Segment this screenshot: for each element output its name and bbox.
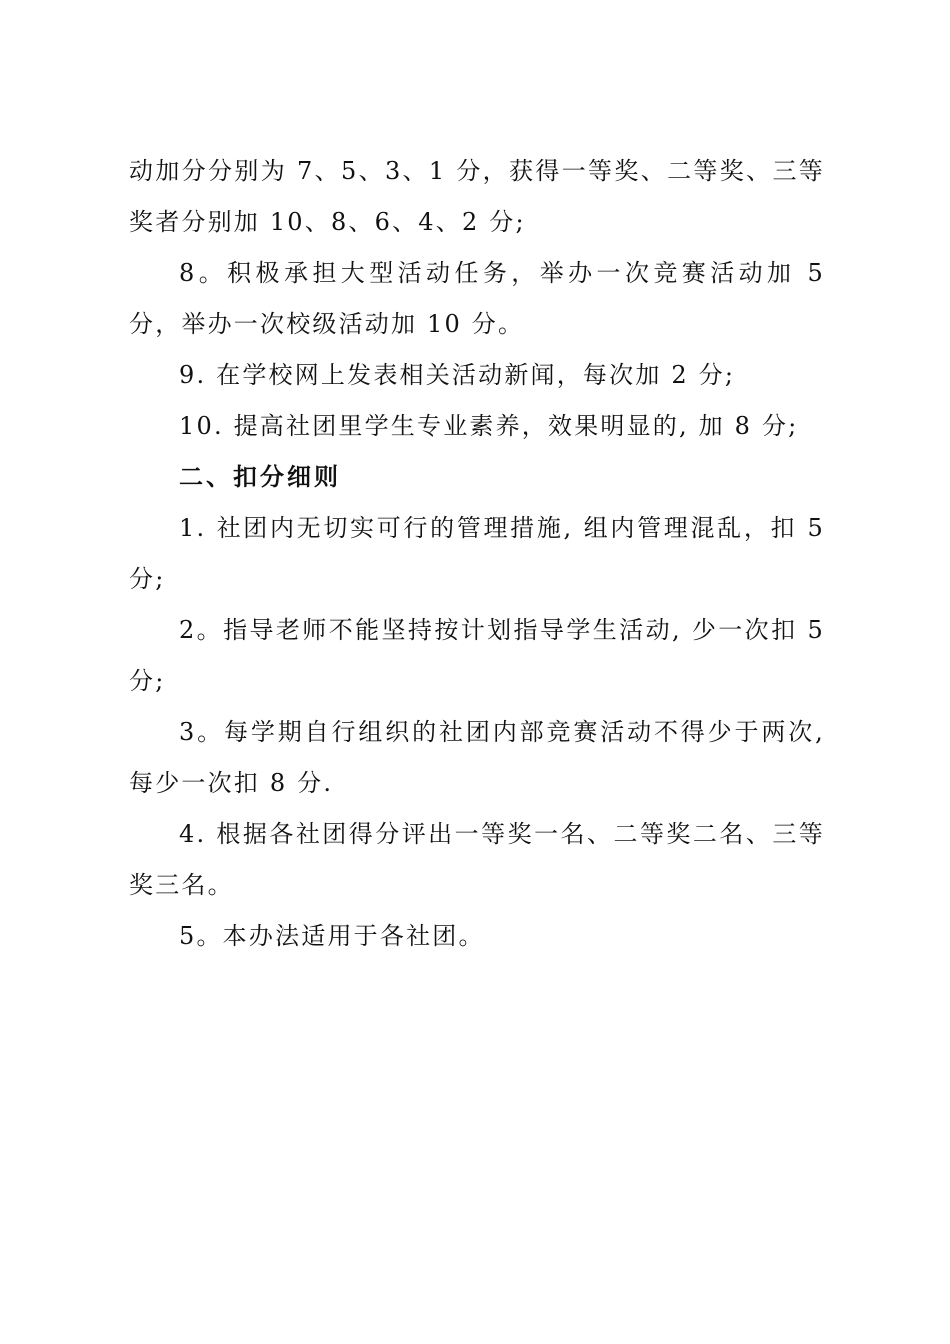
paragraph-deduction-2: 2。指导老师不能坚持按计划指导学生活动, 少一次扣 5 分;: [129, 616, 825, 695]
paragraph-deduction-5: 5。本办法适用于各社团。: [179, 922, 485, 950]
paragraph-scoring-continuation: 动加分分别为 7、5、3、1 分，获得一等奖、二等奖、三等奖者分别加 10、8、6、4、2 分;: [129, 157, 825, 236]
paragraph-deduction-1: 1. 社团内无切实可行的管理措施, 组内管理混乱，扣 5 分;: [129, 514, 825, 593]
paragraph-item-8: 8。积极承担大型活动任务，举办一次竞赛活动加 5 分，举办一次校级活动加 10 分。: [129, 259, 825, 338]
document-body: [129, 146, 825, 962]
paragraph-item-10: 10. 提高社团里学生专业素养，效果明显的, 加 8 分;: [179, 412, 799, 440]
section-heading-deductions: 二、扣分细则: [179, 463, 341, 491]
paragraph-deduction-3: 3。每学期自行组织的社团内部竞赛活动不得少于两次, 每少一次扣 8 分.: [129, 718, 825, 797]
paragraph-item-9: 9. 在学校网上发表相关活动新闻，每次加 2 分;: [179, 361, 736, 389]
paragraph-deduction-4: 4. 根据各社团得分评出一等奖一名、二等奖二名、三等奖三名。: [129, 820, 825, 899]
